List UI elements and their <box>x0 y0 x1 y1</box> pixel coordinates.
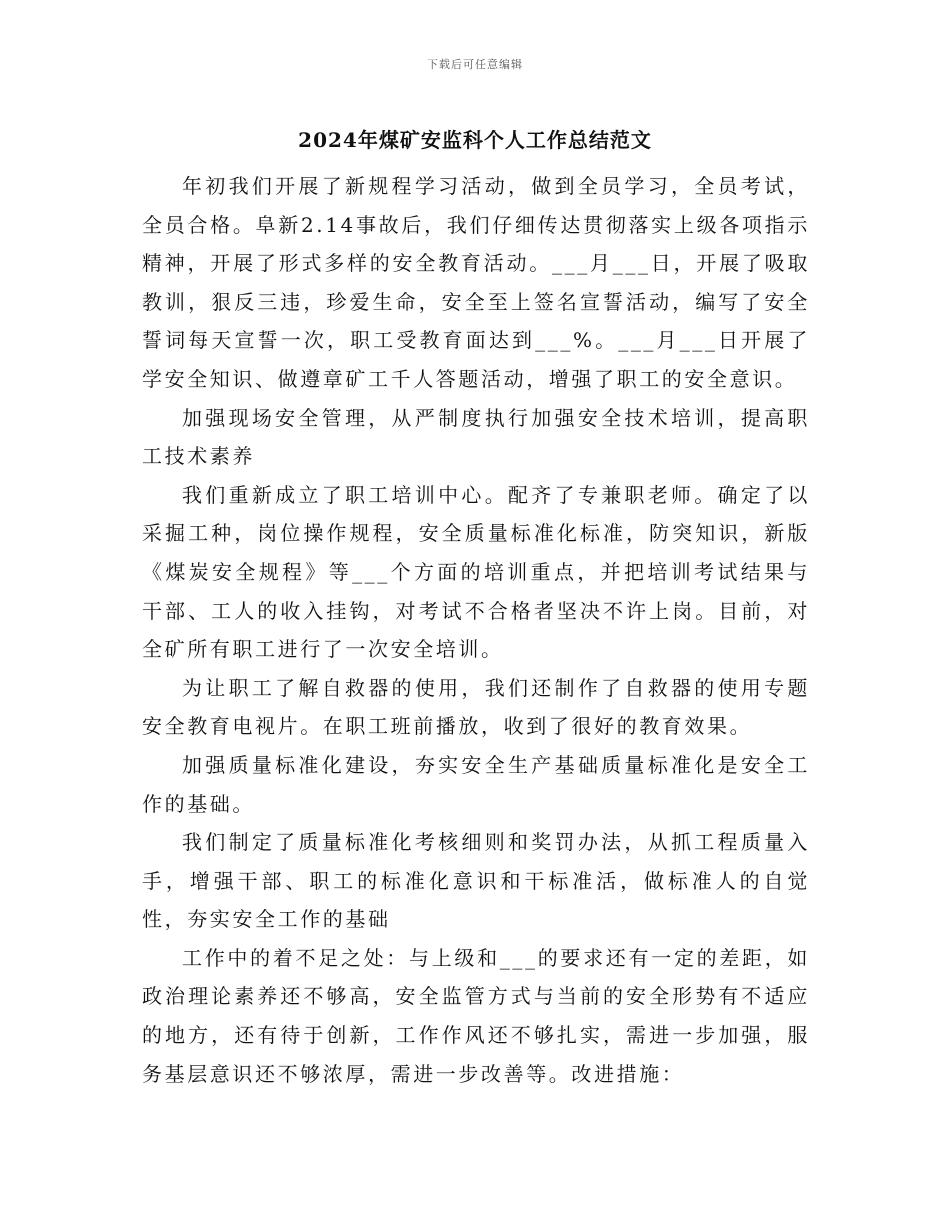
document-body <box>142 167 810 1093</box>
paragraph: 工作中的着不足之处：与上级和___的要求还有一定的差距，如政治理论素养还不够高，安全监管方式与当前的安全形势有不适应的地方，还有待于创新，工作作风还不够扎实，需进一步加强，服务基层意识还不够浓厚，需进一步改善等。改进措施： <box>142 945 810 1086</box>
paragraph: 我们重新成立了职工培训中心。配齐了专兼职老师。确定了以采掘工种，岗位操作规程，安全质量标准化标准，防突知识，新版《煤炭安全规程》等___个方面的培训重点，并把培训考试结果与干部、工人的收入挂钩，对考试不合格者坚决不许上岗。目前，对全矿所有职工进行了一次安全培训。 <box>142 482 810 662</box>
header-note: 下载后可任意编辑 <box>427 58 523 71</box>
paragraph: 我们制定了质量标准化考核细则和奖罚办法，从抓工程质量入手，增强干部、职工的标准化意识和干标准活，做标准人的自觉性，夯实安全工作的基础 <box>142 830 810 932</box>
paragraph: 年初我们开展了新规程学习活动，做到全员学习，全员考试，全员合格。阜新2.14事故后，我们仔细传达贯彻落实上级各项指示精神，开展了形式多样的安全教育活动。___月___日，开展了吸取教训，狠反三违，珍爱生命，安全至上签名宣誓活动，编写了安全誓词每天宣誓一次，职工受教育面达到___%。___月___日开展了学安全知识、做遵章矿工千人答题活动，增强了职工的安全意识。 <box>142 174 810 391</box>
paragraph: 为让职工了解自救器的使用，我们还制作了自救器的使用专题安全教育电视片。在职工班前播放，收到了很好的教育效果。 <box>142 675 810 739</box>
paragraph: 加强质量标准化建设，夯实安全生产基础质量标准化是安全工作的基础。 <box>142 752 810 816</box>
document-title: 2024年煤矿安监科个人工作总结范文 <box>298 128 652 152</box>
paragraph: 加强现场安全管理，从严制度执行加强安全技术培训，提高职工技术素养 <box>142 405 810 469</box>
